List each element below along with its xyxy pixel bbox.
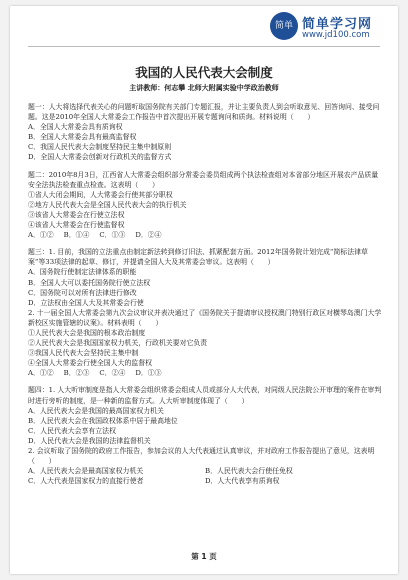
option: C．我国人民代表大会制度坚持民主集中制原则 (28, 143, 172, 152)
sub-statement: ③我国人民代表大会坚持民主集中制 (28, 349, 139, 358)
question-2 (28, 170, 382, 241)
sub-statement: ③该省人大常委会在行使立法权 (28, 210, 125, 219)
option: B．人民代表大会行使任免权 (205, 467, 293, 476)
option: D．①③ (135, 369, 162, 378)
option: C．人民代表大会享有立法权 (28, 426, 116, 435)
sub-question-stem: 2. 十一届全国人大常委会第九次会议审议并表决通过了《国务院关于提请审议授权澳门特别行政区对横琴岛澳门大学新校区实施管辖的议案》。材料表明（ ） (28, 308, 382, 327)
option: C．国务院可以对所有法律进行修改 (28, 288, 137, 297)
sub-statement: ②地方人民代表大会是全国人民代表大会的执行机关 (28, 200, 187, 209)
option: D．人民代表大会是我国的法律监督机关 (28, 436, 151, 445)
option: B．人民代表大会在我国政权体系中居于最高地位 (28, 416, 178, 425)
option: A．人民代表大会是最高国家权力机关 (28, 467, 144, 476)
question-stem: 题一：人大将选择代表关心的问题听取国务院有关部门专题汇报，并让主要负责人到会听取意见、回答询问、接受问题。这是2010年全国人大常委会工作报告中首次提出开展专题询问和质询。材料说明（ ） (28, 103, 380, 122)
option: A．人民代表大会是我国的最高国家权力机关 (28, 406, 164, 415)
sub-statement: ④该省人大常委会在行使监督权 (28, 221, 125, 230)
page-subtitle: 主讲教师：何志攀 北师大附属实验中学政治教师 (129, 84, 279, 92)
header-divider (28, 46, 380, 47)
document-page (10, 6, 398, 574)
sub-statement: ④全国人大常委会行使全国人大的监督权 (28, 359, 153, 368)
option: D．人大代表享有质询权 (205, 477, 280, 486)
question-stem: 题二：2010年8月3日，江西省人大常委会组织部分常委会委员组成两个执法检查组对本省部分地区开展农产品质量安全法执法检查重点检查。这表明（ ） (28, 170, 379, 189)
option: A．①② (28, 369, 54, 378)
option: D．②④ (135, 231, 162, 240)
option: D．全国人大常委会创新对行政机关的监督方式 (28, 153, 172, 162)
option-grid (28, 466, 382, 486)
sub-question-stem: 2. 会议听取了国务院的政府工作报告，参加会议的人大代表通过认真审议，并对政府工作报告提出了意见，这表明（ ） (28, 447, 375, 466)
option-row (28, 230, 382, 240)
question-stem: 题四：1. 人大听审制度是指人大常委会组织常委会组成人员或部分人大代表，对同级人民法院公开审理的案件在审判时进行旁听的制度，是一种新的监督方式。人大听审制度体现了（ ） (28, 386, 382, 405)
logo-name: 简单学习网 (302, 17, 373, 32)
question-3 (28, 247, 382, 378)
option: C．人大代表是国家权力的直接行使者 (28, 477, 144, 486)
option: C．①③ (99, 231, 126, 240)
option: B．全国人大常委会具有最高监督权 (28, 133, 137, 142)
option: B．①④ (63, 231, 90, 240)
option: B．②③ (63, 369, 90, 378)
option: A．全国人大常委会具有质询权 (28, 123, 123, 132)
site-logo[interactable] (270, 10, 388, 44)
sub-statement: ②人民代表大会是我国国家权力机关，行政机关要对它负责 (28, 339, 208, 348)
page-title: 我国的人民代表大会制度 (135, 65, 273, 80)
question-stem: 题三：1. 目前，我国的立法重点由制定新法转到修订旧法、抓紧配套方面。2012年国务院计划完成“简标法律草案”等33项法律的起草、修订，并提请全国人大及其常委会审议。这表明（ ） (28, 248, 368, 267)
option: A．①② (28, 231, 54, 240)
question-list (28, 102, 382, 493)
question-4 (28, 385, 382, 486)
question-1 (28, 102, 382, 163)
option: D．立法权由全国人大及其常委会行使 (28, 298, 144, 307)
sub-statement: ①人民代表大会是我国的根本政治制度 (28, 328, 146, 337)
logo-emblem-icon: 简单 (270, 12, 298, 40)
sub-statement: ①省人大闭会期间，人大常委会行使其部分职权 (28, 190, 173, 199)
option: C．②④ (99, 369, 126, 378)
option-row (28, 368, 382, 378)
logo-url: www.jd100.com (302, 30, 370, 40)
option: B．全国人大可以委托国务院行使立法权 (28, 278, 151, 287)
option: A．国务院行使制定法律体系的职能 (28, 268, 137, 277)
page-number: 第 1 页 (191, 552, 217, 561)
